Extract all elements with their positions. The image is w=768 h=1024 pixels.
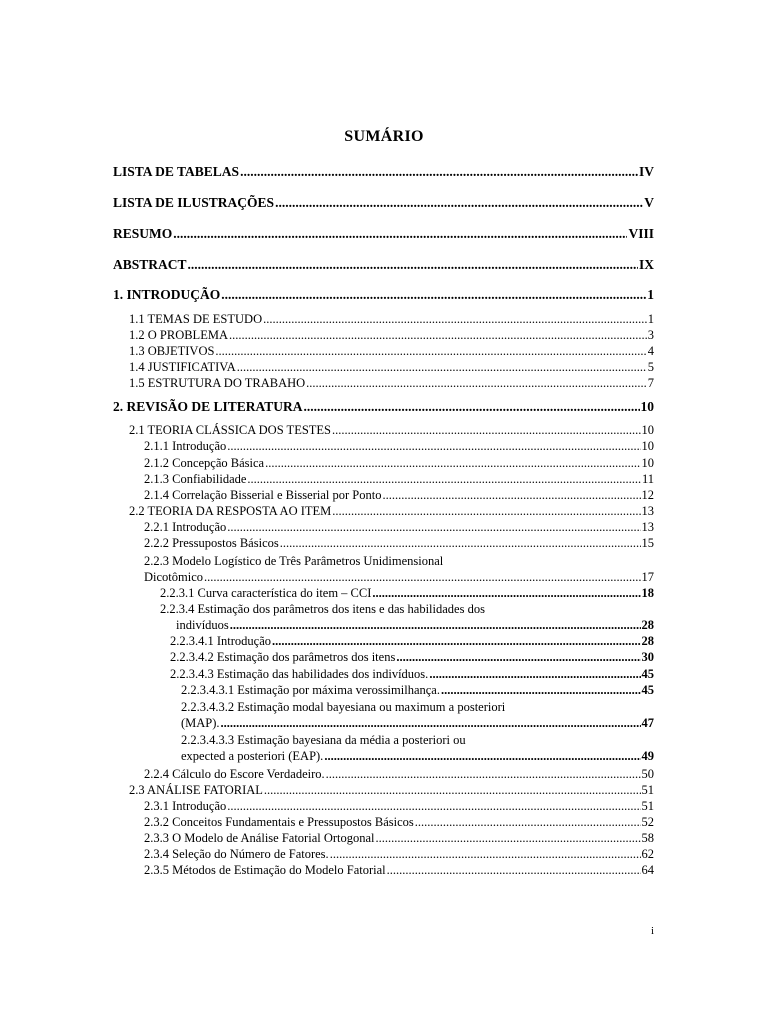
dot-leader <box>376 830 641 846</box>
toc-entry-label: 1.4 JUSTIFICATIVA <box>129 360 236 374</box>
toc-entry-2-1[interactable] <box>129 422 654 438</box>
toc-entry-label: 2.2.4 Cálculo do Escore Verdadeiro. <box>144 767 325 781</box>
toc-entry-label: (MAP). <box>181 716 220 730</box>
dot-leader <box>204 569 640 585</box>
toc-entry-2-2-3-1[interactable] <box>160 585 654 601</box>
toc-entry-label: 2.2.3.4.1 Introdução <box>170 634 272 648</box>
toc-entry-2-2-2[interactable] <box>144 535 654 551</box>
toc-entry-page: 5 <box>647 360 654 374</box>
dot-leader <box>396 649 640 665</box>
toc-entry-label: expected a posteriori (EAP). <box>181 749 324 763</box>
toc-entry-page: 50 <box>641 767 654 781</box>
dot-leader <box>230 617 641 633</box>
toc-entry-resumo[interactable] <box>113 226 654 242</box>
toc-entry-page: 7 <box>647 376 654 390</box>
toc-entry-page: 52 <box>641 815 654 829</box>
dot-leader <box>173 226 627 242</box>
toc-entry-page: 58 <box>641 831 654 845</box>
toc-entry-page: 62 <box>641 847 654 861</box>
toc-entry-page: 11 <box>641 472 654 486</box>
toc-entry-page: 30 <box>641 650 654 664</box>
toc-entry-introducao[interactable] <box>113 287 654 303</box>
dot-leader <box>332 422 640 438</box>
toc-entry-page: 1 <box>647 287 654 302</box>
toc-entry-label: 2.1.3 Confiabilidade <box>144 472 247 486</box>
toc-entry-2-2-3-4-3-2[interactable] <box>181 715 654 731</box>
toc-entry-label: 2.3 ANÁLISE FATORIAL <box>129 783 263 797</box>
dot-leader <box>372 585 640 601</box>
toc-entry-2-2-3-4[interactable] <box>176 617 654 633</box>
toc-entry-revisao-literatura[interactable] <box>113 399 654 415</box>
toc-entry-2-2-3-4-3[interactable] <box>170 666 654 682</box>
toc-entry-page: 45 <box>641 667 654 681</box>
toc-entry-1-3[interactable] <box>129 343 654 359</box>
toc-entry-1-1[interactable] <box>129 311 654 327</box>
toc-entry-page: 10 <box>640 399 654 414</box>
dot-leader <box>429 666 640 682</box>
dot-leader <box>263 311 647 327</box>
toc-entry-2-2-3-4-2[interactable] <box>170 649 654 665</box>
dot-leader <box>247 471 641 487</box>
toc-entry-label: 2.3.2 Conceitos Fundamentais e Pressupostos Básicos <box>144 815 414 829</box>
toc-entry-label: ABSTRACT <box>113 257 187 272</box>
toc-entry-label: 1.1 TEMAS DE ESTUDO <box>129 312 263 326</box>
toc-entry-page: 28 <box>641 634 654 648</box>
toc-entry-2-2-3-4-3-3[interactable] <box>181 748 654 764</box>
toc-entry-2-1-1[interactable] <box>144 438 654 454</box>
toc-entry-2-3-5[interactable] <box>144 862 654 878</box>
dot-leader <box>272 633 640 649</box>
toc-title: SUMÁRIO <box>344 128 424 145</box>
dot-leader <box>382 487 640 503</box>
dot-leader <box>415 814 641 830</box>
toc-entry-page: 4 <box>647 344 654 358</box>
toc-entry-2-1-2[interactable] <box>144 455 654 471</box>
toc-entry-1-4[interactable] <box>129 359 654 375</box>
toc-entry-2-1-4[interactable] <box>144 487 654 503</box>
dot-leader <box>221 715 641 731</box>
toc-entry-page: 13 <box>641 504 654 518</box>
dot-leader <box>264 782 641 798</box>
toc-entry-label: 2.1.2 Concepção Básica <box>144 456 265 470</box>
toc-entry-page: 10 <box>641 423 654 437</box>
toc-entry-label: 2.2.3.4.3 Estimação das habilidades dos indivíduos. <box>170 667 429 681</box>
dot-leader <box>229 327 647 343</box>
toc-entry-2-3-3[interactable] <box>144 830 654 846</box>
toc-entry-label: Dicotômico <box>144 570 204 584</box>
toc-entry-2-2-1[interactable] <box>144 519 654 535</box>
dot-leader <box>441 682 641 698</box>
toc-entry-label: 2.1.1 Introdução <box>144 439 227 453</box>
toc-entry-label: 2.3.1 Introdução <box>144 799 227 813</box>
toc-entry-label: 2.2.2 Pressupostos Básicos <box>144 536 279 550</box>
toc-entry-page: IX <box>638 257 654 272</box>
toc-entry-label: 2.3.4 Seleção do Número de Fatores. <box>144 847 329 861</box>
toc-entry-1-2[interactable] <box>129 327 654 343</box>
toc-entry-label: 1.2 O PROBLEMA <box>129 328 228 342</box>
toc-entry-label: indivíduos <box>176 618 229 632</box>
dot-leader <box>215 343 646 359</box>
toc-entry-2-2-4[interactable] <box>144 766 654 782</box>
toc-entry-2-3-2[interactable] <box>144 814 654 830</box>
toc-entry-label: 1.3 OBJETIVOS <box>129 344 215 358</box>
toc-entry-page: 12 <box>641 488 654 502</box>
toc-entry-page: 1 <box>647 312 654 326</box>
dot-leader <box>227 438 640 454</box>
toc-entry-page: 45 <box>641 683 654 697</box>
dot-leader <box>237 359 647 375</box>
dot-leader <box>304 399 640 415</box>
toc-entry-2-2-3-4-line1: 2.2.3.4 Estimação dos parâmetros dos itens e das habilidades dos <box>160 602 485 616</box>
toc-entry-label: LISTA DE ILUSTRAÇÕES <box>113 195 275 210</box>
toc-entry-label: 2.3.5 Métodos de Estimação do Modelo Fatorial <box>144 863 386 877</box>
toc-entry-2-1-3[interactable] <box>144 471 654 487</box>
dot-leader <box>280 535 641 551</box>
dot-leader <box>275 195 643 211</box>
dot-leader <box>332 503 640 519</box>
toc-entry-label: 2.1 TEORIA CLÁSSICA DOS TESTES <box>129 423 332 437</box>
toc-entry-label: 2.2.3.4.3.1 Estimação por máxima verossimilhança. <box>181 683 440 697</box>
toc-entry-page: 49 <box>641 749 654 763</box>
toc-entry-page: 28 <box>641 618 654 632</box>
toc-entry-2-2-3-4-3-1[interactable] <box>181 682 654 698</box>
page-number: i <box>650 925 654 937</box>
toc-entry-page: 17 <box>641 570 654 584</box>
toc-entry-2-2-3-4-3-3-line1: 2.2.3.4.3.3 Estimação bayesiana da média a posteriori ou <box>181 733 466 747</box>
toc-entry-label: 2.2.3.1 Curva característica do item – CCI <box>160 586 372 600</box>
toc-entry-page: 51 <box>641 783 654 797</box>
toc-entry-page: 13 <box>641 520 654 534</box>
dot-leader <box>227 798 640 814</box>
toc-entry-label: RESUMO <box>113 226 173 241</box>
toc-entry-label: 2.1.4 Correlação Bisserial e Bisserial por Ponto <box>144 488 382 502</box>
toc-entry-page: 15 <box>641 536 654 550</box>
toc-entry-page: 18 <box>641 586 654 600</box>
toc-entry-2-3-1[interactable] <box>144 798 654 814</box>
toc-entry-label: 2.3.3 O Modelo de Análise Fatorial Ortogonal <box>144 831 375 845</box>
dot-leader <box>387 862 641 878</box>
dot-leader <box>330 846 641 862</box>
toc-entry-label: 1.5 ESTRUTURA DO TRABAHO <box>129 376 306 390</box>
dot-leader <box>221 287 646 303</box>
toc-entry-label: 2.2 TEORIA DA RESPOSTA AO ITEM <box>129 504 332 518</box>
toc-entry-2-2[interactable] <box>129 503 654 519</box>
toc-entry-page: IV <box>638 164 654 179</box>
dot-leader <box>188 257 638 273</box>
toc-entry-lista-ilustracoes[interactable] <box>113 195 654 211</box>
dot-leader <box>324 748 640 764</box>
toc-entry-page: 3 <box>647 328 654 342</box>
toc-entry-1-5[interactable] <box>129 375 654 391</box>
toc-entry-lista-tabelas[interactable] <box>113 164 654 180</box>
toc-entry-2-2-3-4-3-2-line1: 2.2.3.4.3.2 Estimação modal bayesiana ou maximum a posteriori <box>181 700 506 714</box>
toc-entry-2-3-4[interactable] <box>144 846 654 862</box>
toc-entry-label: 1. INTRODUÇÃO <box>113 287 221 302</box>
dot-leader <box>227 519 640 535</box>
dot-leader <box>240 164 638 180</box>
toc-entry-2-2-3[interactable] <box>144 569 654 585</box>
toc-entry-page: 10 <box>641 456 654 470</box>
toc-entry-2-3[interactable] <box>129 782 654 798</box>
toc-entry-page: 64 <box>641 863 654 877</box>
toc-entry-label: LISTA DE TABELAS <box>113 164 240 179</box>
toc-entry-2-2-3-4-1[interactable] <box>170 633 654 649</box>
toc-entry-label: 2. REVISÃO DE LITERATURA <box>113 399 303 414</box>
toc-entry-page: V <box>644 195 654 210</box>
toc-entry-label: 2.2.1 Introdução <box>144 520 227 534</box>
toc-entry-abstract[interactable] <box>113 257 654 273</box>
toc-entry-page: 51 <box>641 799 654 813</box>
dot-leader <box>265 455 640 471</box>
toc-entry-page: VIII <box>628 226 654 241</box>
toc-entry-page: 47 <box>641 716 654 730</box>
toc-entry-label: 2.2.3.4.2 Estimação dos parâmetros dos itens <box>170 650 396 664</box>
dot-leader <box>326 766 641 782</box>
dot-leader <box>306 375 647 391</box>
toc-entry-2-2-3-line1: 2.2.3 Modelo Logístico de Três Parâmetros Unidimensional <box>144 554 444 568</box>
toc-entry-page: 10 <box>641 439 654 453</box>
